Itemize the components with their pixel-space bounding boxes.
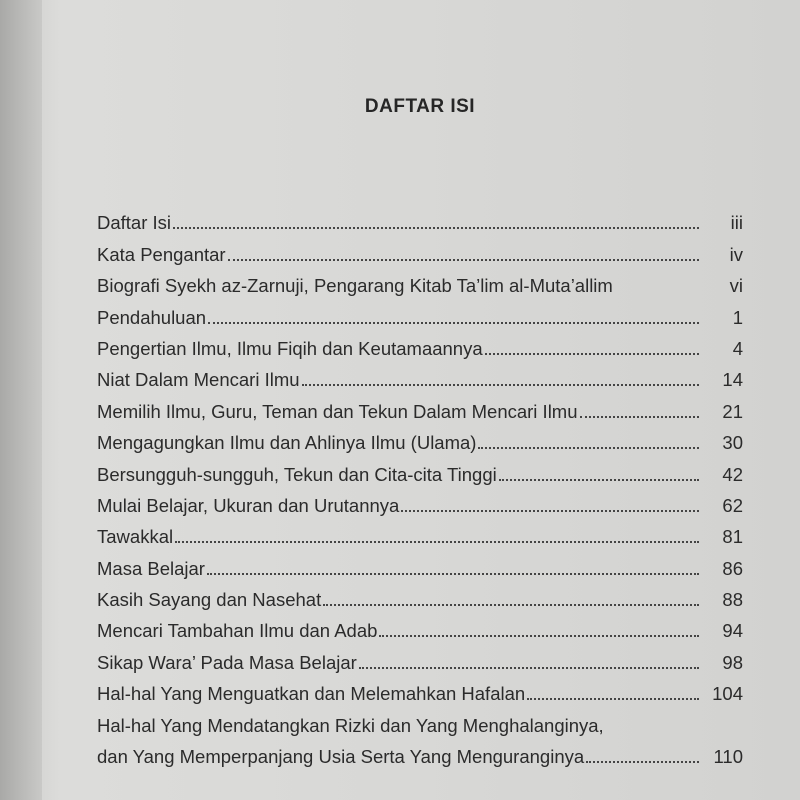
toc-entry: [97, 642, 743, 673]
toc-entry-title: Daftar Isi: [97, 212, 172, 234]
toc-entry: [97, 423, 743, 454]
toc-entry: [97, 705, 743, 736]
toc-entry-title: Pendahuluan: [97, 306, 207, 328]
toc-entry-title: dan Yang Memperpanjang Usia Serta Yang Menguranginya: [97, 746, 585, 768]
toc-entry-page: 88: [722, 589, 743, 611]
toc-entry: [97, 391, 743, 422]
dot-leader: [302, 384, 699, 386]
toc-entry: [97, 360, 743, 391]
toc-entry-page: iii: [730, 212, 743, 234]
toc-entry: [97, 737, 743, 768]
toc-entry: [97, 266, 743, 297]
toc-entry: [97, 611, 743, 642]
toc-entry-page: iv: [729, 243, 743, 265]
toc-entry-page: 104: [712, 683, 743, 705]
toc-entry-title: Pengertian Ilmu, Ilmu Fiqih dan Keutamaannya: [97, 337, 483, 359]
toc-entry: [97, 454, 743, 485]
dot-leader: [401, 510, 699, 512]
toc-entry-title: Sikap Wara’ Pada Masa Belajar: [97, 651, 357, 673]
dot-leader: [207, 573, 699, 575]
toc-entry-page: 14: [722, 369, 743, 391]
dot-leader: [586, 761, 699, 763]
dot-leader: [499, 479, 699, 481]
toc-entry-title: Biografi Syekh az-Zarnuji, Pengarang Kitab Ta’lim al-Muta’allim: [97, 275, 613, 297]
toc-entry-page: 86: [722, 557, 743, 579]
toc-entry: [97, 580, 743, 611]
toc-entry-title: Tawakkal: [97, 526, 174, 548]
toc-entry-title: Bersungguh-sungguh, Tekun dan Cita-cita Tinggi: [97, 463, 497, 485]
page-binding-edge: [0, 0, 42, 800]
toc-entry-title: Kata Pengantar: [97, 243, 226, 265]
dot-leader: [175, 541, 699, 543]
toc-entry-title: Hal-hal Yang Menguatkan dan Melemahkan Hafalan: [97, 683, 526, 705]
dot-leader: [478, 447, 699, 449]
toc-entry-page: vi: [729, 275, 743, 297]
table-of-contents: [97, 203, 743, 768]
toc-entry-title: Mulai Belajar, Ukuran dan Urutannya: [97, 494, 400, 516]
toc-entry-page: 21: [722, 400, 743, 422]
dot-leader: [208, 322, 699, 324]
toc-entry-title: Niat Dalam Mencari Ilmu: [97, 369, 300, 391]
toc-entry-page: 62: [722, 494, 743, 516]
toc-entry: [97, 674, 743, 705]
toc-entry-title: Mengagungkan Ilmu dan Ahlinya Ilmu (Ulama): [97, 432, 477, 454]
dot-leader: [323, 604, 699, 606]
dot-leader: [580, 416, 699, 418]
toc-entry-page: 1: [732, 306, 743, 328]
toc-entry: [97, 517, 743, 548]
dot-leader: [379, 635, 699, 637]
toc-entry-page: 81: [722, 526, 743, 548]
toc-entry-page: 42: [722, 463, 743, 485]
dot-leader: [359, 667, 699, 669]
toc-entry-page: 110: [713, 746, 743, 768]
page-title: DAFTAR ISI: [364, 96, 476, 117]
toc-entry-title: Masa Belajar: [97, 557, 205, 579]
toc-entry-title: Mencari Tambahan Ilmu dan Adab: [97, 620, 378, 642]
toc-entry-title: Kasih Sayang dan Nasehat: [97, 589, 322, 611]
toc-entry: [97, 486, 743, 517]
toc-entry-title: Memilih Ilmu, Guru, Teman dan Tekun Dalam Mencari Ilmu: [97, 400, 578, 422]
dot-leader: [173, 227, 699, 229]
toc-entry: [97, 203, 743, 234]
toc-entry: [97, 297, 743, 328]
toc-entry-page: 98: [722, 651, 743, 673]
toc-entry-title: Hal-hal Yang Mendatangkan Rizki dan Yang Menghalanginya,: [97, 714, 604, 736]
dot-leader: [527, 698, 699, 700]
dot-leader: [485, 353, 699, 355]
toc-entry: [97, 329, 743, 360]
toc-entry: [97, 548, 743, 579]
toc-entry-page: 94: [722, 620, 743, 642]
toc-entry-page: 4: [732, 337, 743, 359]
dot-leader: [228, 259, 699, 261]
toc-entry-page: 30: [722, 432, 743, 454]
toc-entry: [97, 234, 743, 265]
